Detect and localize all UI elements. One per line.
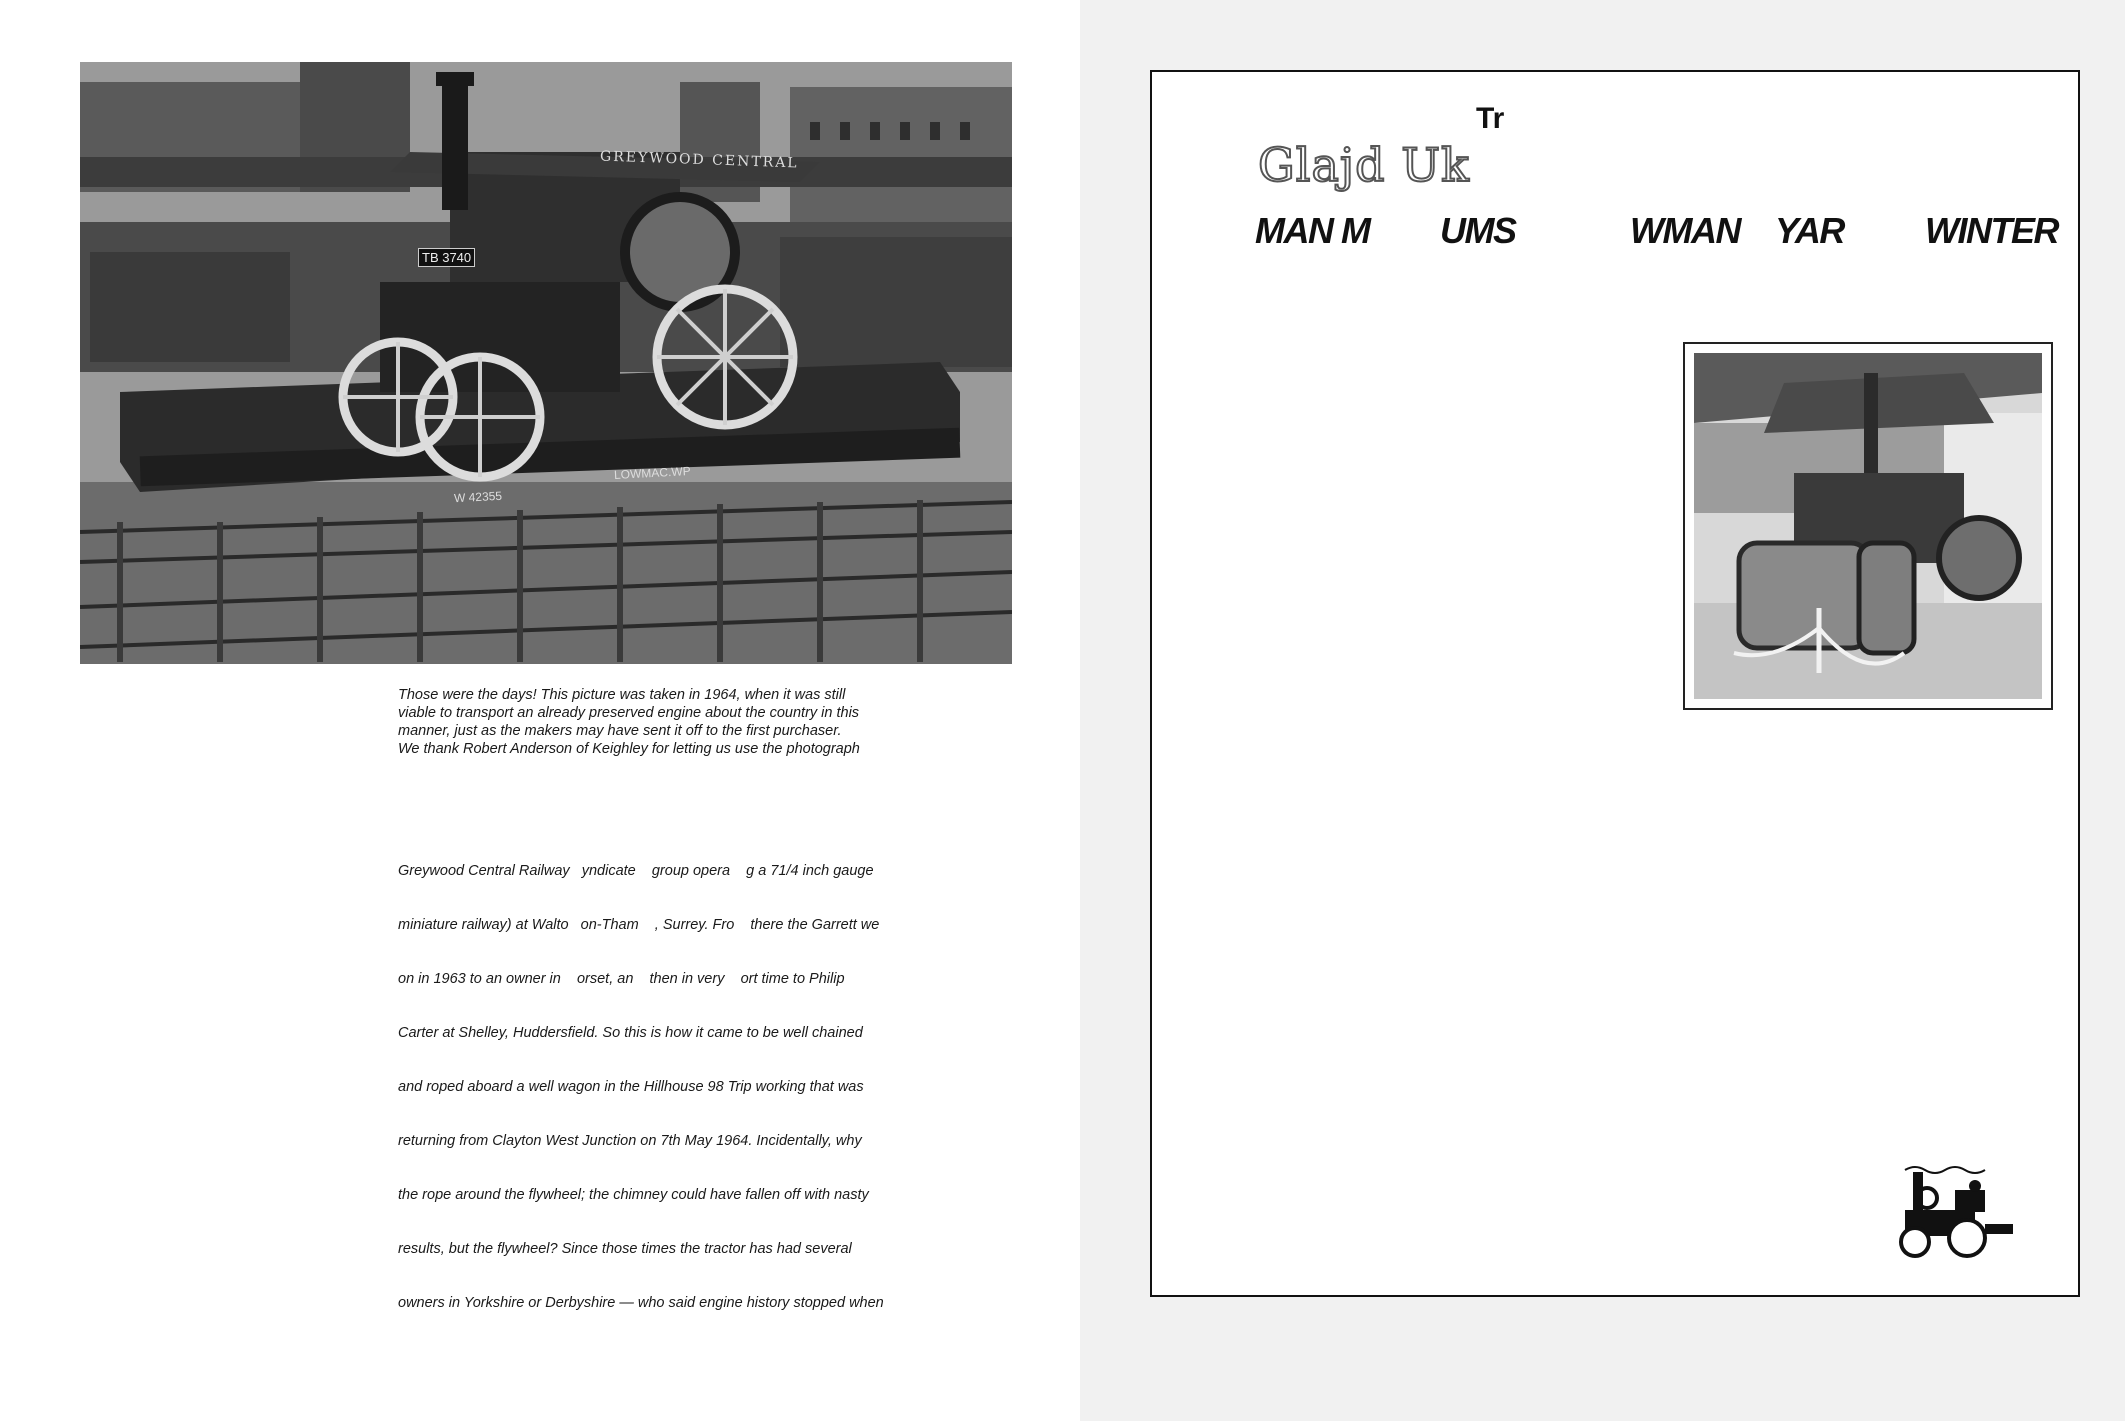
wagon-number: W 42355 — [453, 488, 503, 506]
canopy-lettering: GREYWOOD CENTRAL — [599, 148, 799, 172]
wagon-type: LOWMAC.WP — [613, 464, 691, 482]
caption-line: We thank Robert Anderson of Keighley for letting us use the photograph — [398, 741, 860, 757]
body-line: results, but the flywheel? Since those times the tractor has had several — [398, 1241, 852, 1257]
headline-word: YAR — [1775, 210, 1844, 251]
body-line: and roped aboard a well wagon in the Hillhouse 98 Trip working that was — [398, 1079, 864, 1095]
traction-engine-on-wagon-photo — [80, 62, 1012, 664]
caption-line: viable to transport an already preserved engine about the country in this — [398, 705, 860, 721]
body-line: Greywood Central Railway yndicate group opera g a 71/4 inch gauge — [398, 863, 874, 879]
headline-word: WINTER — [1925, 210, 2058, 251]
body-line: owners in Yorkshire or Derbyshire — who said engine history stopped when — [398, 1295, 884, 1311]
headline-word: UMS — [1440, 210, 1516, 251]
body-line: on in 1963 to an owner in orset, an then in very ort time to Philip — [398, 971, 845, 987]
body-line: Carter at Shelley, Huddersfield. So this is how it came to be well chained — [398, 1025, 863, 1041]
body-text — [398, 826, 1038, 1330]
logo-text: Glajd Uk — [1258, 138, 1470, 192]
body-line: the rope around the flywheel; the chimney could have fallen off with nasty — [398, 1187, 869, 1203]
body-line: returning from Clayton West Junction on 7th May 1964. Incidentally, why — [398, 1133, 862, 1149]
traction-engine-emblem-icon — [1885, 1160, 2015, 1260]
tr-mark: Tr — [1476, 102, 1505, 135]
headline-word: WMAN — [1630, 210, 1740, 251]
registration-plate: TB 3740 — [418, 248, 475, 267]
headline-word: MAN M — [1255, 210, 1370, 251]
steam-roller-photo — [1694, 353, 2042, 699]
steam-roller-photo-frame — [1683, 342, 2053, 710]
body-line: miniature railway) at Walto on-Tham , Surrey. Fro there the Garrett we — [398, 917, 880, 933]
photo-caption — [398, 686, 1018, 758]
caption-line: Those were the days! This picture was taken in 1964, when it was still — [398, 687, 846, 703]
caption-line: manner, just as the makers may have sent it off to the first purchaser. — [398, 723, 842, 739]
